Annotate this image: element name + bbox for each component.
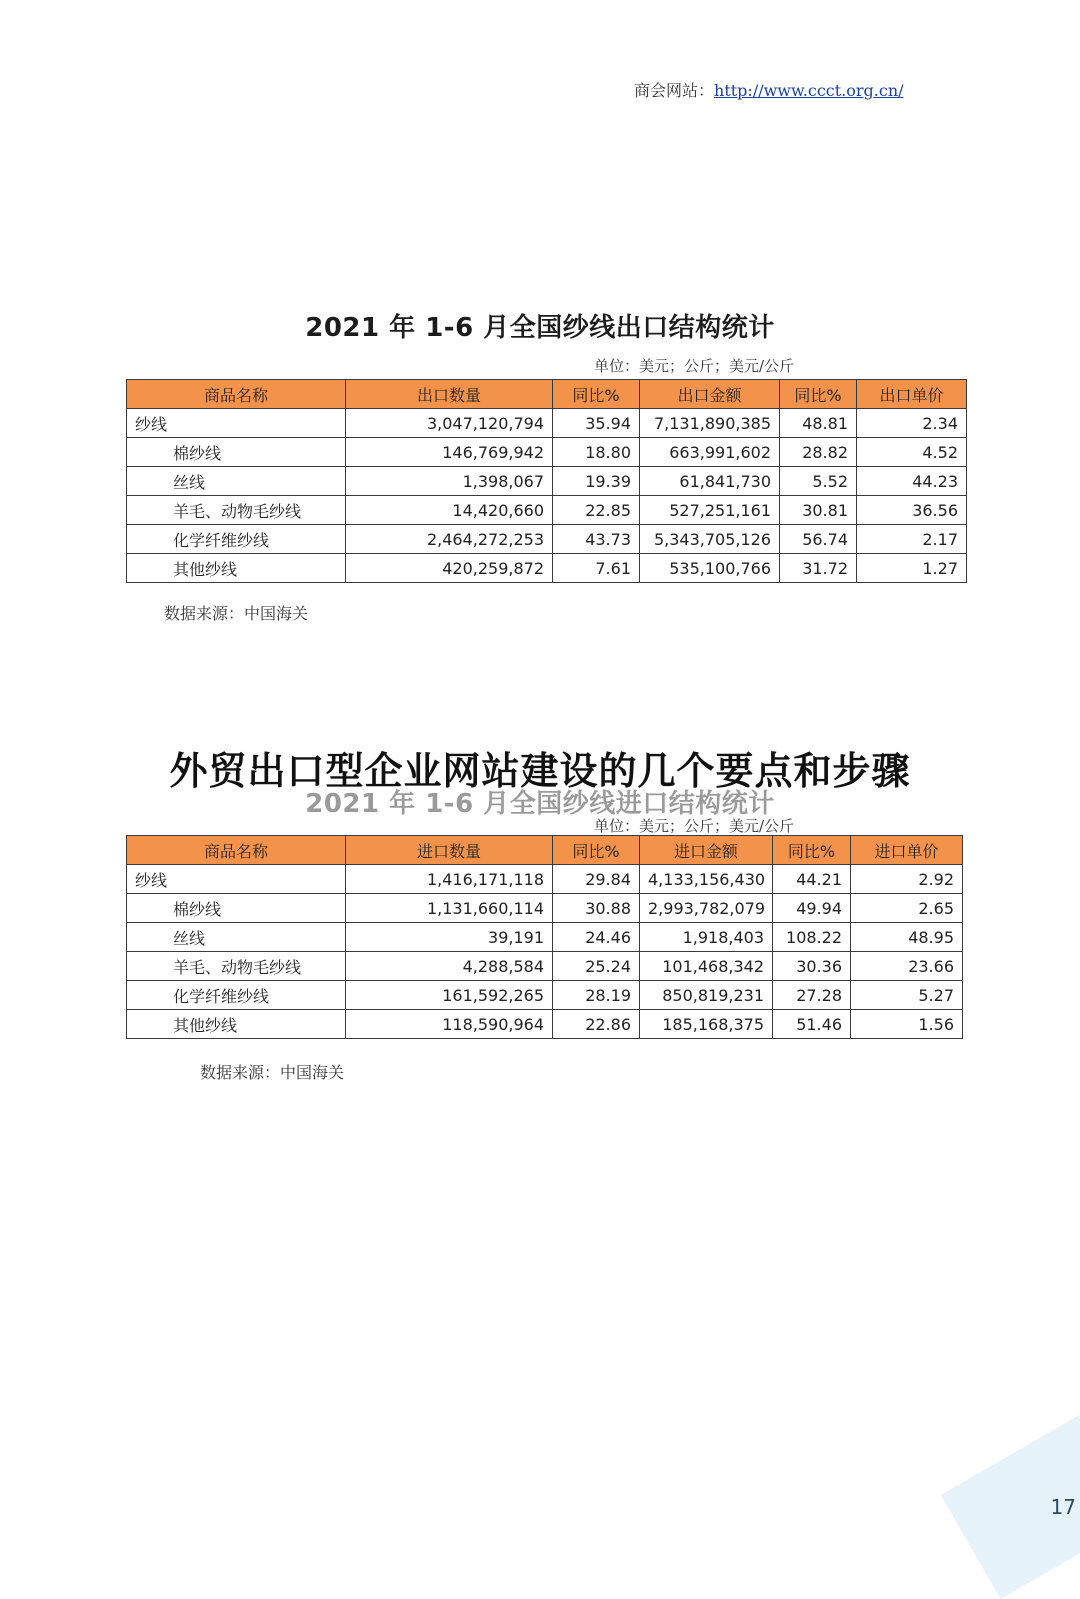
cell-product: 纱线	[127, 409, 346, 438]
cell-yoy: 27.28	[773, 981, 851, 1010]
cell-unit-price: 23.66	[851, 952, 963, 981]
cell-yoy: 49.94	[773, 894, 851, 923]
cell-yoy: 30.88	[553, 894, 640, 923]
column-header: 出口数量	[346, 380, 553, 409]
cell-amount: 2,993,782,079	[640, 894, 773, 923]
cell-unit-price: 2.92	[851, 865, 963, 894]
import-unit-note: 单位：美元；公斤；美元/公斤	[594, 817, 795, 835]
cell-unit-price: 36.56	[857, 496, 967, 525]
cell-yoy: 30.81	[780, 496, 857, 525]
cell-product: 棉纱线	[127, 438, 346, 467]
cell-quantity: 2,464,272,253	[346, 525, 553, 554]
column-header: 同比%	[773, 836, 851, 865]
cell-yoy: 22.85	[553, 496, 640, 525]
import-table-title: 2021 年 1-6 月全国纱线进口结构统计	[305, 789, 775, 819]
cell-yoy: 24.46	[553, 923, 640, 952]
export-table-title: 2021 年 1-6 月全国纱线出口结构统计	[305, 313, 775, 343]
cell-quantity: 3,047,120,794	[346, 409, 553, 438]
cell-quantity: 4,288,584	[346, 952, 553, 981]
cell-yoy: 25.24	[553, 952, 640, 981]
cell-yoy: 22.86	[553, 1010, 640, 1039]
cell-yoy: 44.21	[773, 865, 851, 894]
cell-unit-price: 2.65	[851, 894, 963, 923]
column-header: 同比%	[780, 380, 857, 409]
cell-yoy: 51.46	[773, 1010, 851, 1039]
cell-product: 丝线	[127, 923, 346, 952]
import-table	[126, 835, 963, 1039]
table-row	[127, 1010, 963, 1039]
cell-product: 丝线	[127, 467, 346, 496]
cell-product: 化学纤维纱线	[127, 525, 346, 554]
cell-quantity: 146,769,942	[346, 438, 553, 467]
cell-unit-price: 1.56	[851, 1010, 963, 1039]
table-row	[127, 525, 967, 554]
site-url-link[interactable]: http://www.ccct.org.cn/	[714, 81, 904, 100]
cell-amount: 850,819,231	[640, 981, 773, 1010]
cell-quantity: 161,592,265	[346, 981, 553, 1010]
column-header: 商品名称	[127, 836, 346, 865]
cell-amount: 663,991,602	[640, 438, 780, 467]
cell-quantity: 1,131,660,114	[346, 894, 553, 923]
cell-product: 棉纱线	[127, 894, 346, 923]
cell-unit-price: 5.27	[851, 981, 963, 1010]
cell-yoy: 28.82	[780, 438, 857, 467]
column-header: 商品名称	[127, 380, 346, 409]
cell-amount: 61,841,730	[640, 467, 780, 496]
cell-product: 羊毛、动物毛纱线	[127, 496, 346, 525]
column-header: 进口金额	[640, 836, 773, 865]
cell-quantity: 14,420,660	[346, 496, 553, 525]
import-source-note: 数据来源：中国海关	[200, 1063, 345, 1082]
table-row	[127, 496, 967, 525]
export-table	[126, 379, 967, 583]
cell-yoy: 31.72	[780, 554, 857, 583]
cell-yoy: 18.80	[553, 438, 640, 467]
cell-yoy: 30.36	[773, 952, 851, 981]
column-header: 出口金额	[640, 380, 780, 409]
cell-unit-price: 44.23	[857, 467, 967, 496]
cell-amount: 535,100,766	[640, 554, 780, 583]
cell-product: 纱线	[127, 865, 346, 894]
cell-yoy: 43.73	[553, 525, 640, 554]
table-row	[127, 952, 963, 981]
cell-unit-price: 48.95	[851, 923, 963, 952]
column-header: 进口数量	[346, 836, 553, 865]
cell-yoy: 5.52	[780, 467, 857, 496]
column-header: 同比%	[553, 836, 640, 865]
cell-amount: 185,168,375	[640, 1010, 773, 1039]
page-number: 17	[1050, 1495, 1076, 1519]
cell-unit-price: 1.27	[857, 554, 967, 583]
cell-unit-price: 4.52	[857, 438, 967, 467]
export-unit-note: 单位：美元；公斤；美元/公斤	[594, 357, 795, 375]
table-row	[127, 981, 963, 1010]
cell-product: 羊毛、动物毛纱线	[127, 952, 346, 981]
column-header: 同比%	[553, 380, 640, 409]
cell-amount: 7,131,890,385	[640, 409, 780, 438]
cell-amount: 4,133,156,430	[640, 865, 773, 894]
cell-product: 其他纱线	[127, 1010, 346, 1039]
cell-yoy: 35.94	[553, 409, 640, 438]
cell-product: 化学纤维纱线	[127, 981, 346, 1010]
cell-quantity: 420,259,872	[346, 554, 553, 583]
cell-quantity: 1,416,171,118	[346, 865, 553, 894]
cell-amount: 527,251,161	[640, 496, 780, 525]
table-header-row	[127, 380, 967, 409]
cell-quantity: 1,398,067	[346, 467, 553, 496]
cell-yoy: 48.81	[780, 409, 857, 438]
cell-amount: 5,343,705,126	[640, 525, 780, 554]
cell-unit-price: 2.17	[857, 525, 967, 554]
table-row	[127, 554, 967, 583]
cell-amount: 1,918,403	[640, 923, 773, 952]
cell-amount: 101,468,342	[640, 952, 773, 981]
column-header: 进口单价	[851, 836, 963, 865]
column-header: 出口单价	[857, 380, 967, 409]
export-source-note: 数据来源：中国海关	[164, 604, 309, 623]
table-header-row	[127, 836, 963, 865]
table-row	[127, 923, 963, 952]
cell-yoy: 56.74	[780, 525, 857, 554]
table-row	[127, 894, 963, 923]
cell-yoy: 28.19	[553, 981, 640, 1010]
article-headline: 外贸出口型企业网站建设的几个要点和步骤	[169, 749, 911, 793]
table-row	[127, 409, 967, 438]
cell-yoy: 29.84	[553, 865, 640, 894]
site-header	[634, 78, 904, 101]
cell-product: 其他纱线	[127, 554, 346, 583]
cell-quantity: 118,590,964	[346, 1010, 553, 1039]
cell-quantity: 39,191	[346, 923, 553, 952]
table-row	[127, 438, 967, 467]
cell-yoy: 7.61	[553, 554, 640, 583]
cell-unit-price: 2.34	[857, 409, 967, 438]
site-label: 商会网站：	[634, 81, 715, 100]
table-row	[127, 467, 967, 496]
cell-yoy: 108.22	[773, 923, 851, 952]
table-row	[127, 865, 963, 894]
cell-yoy: 19.39	[553, 467, 640, 496]
